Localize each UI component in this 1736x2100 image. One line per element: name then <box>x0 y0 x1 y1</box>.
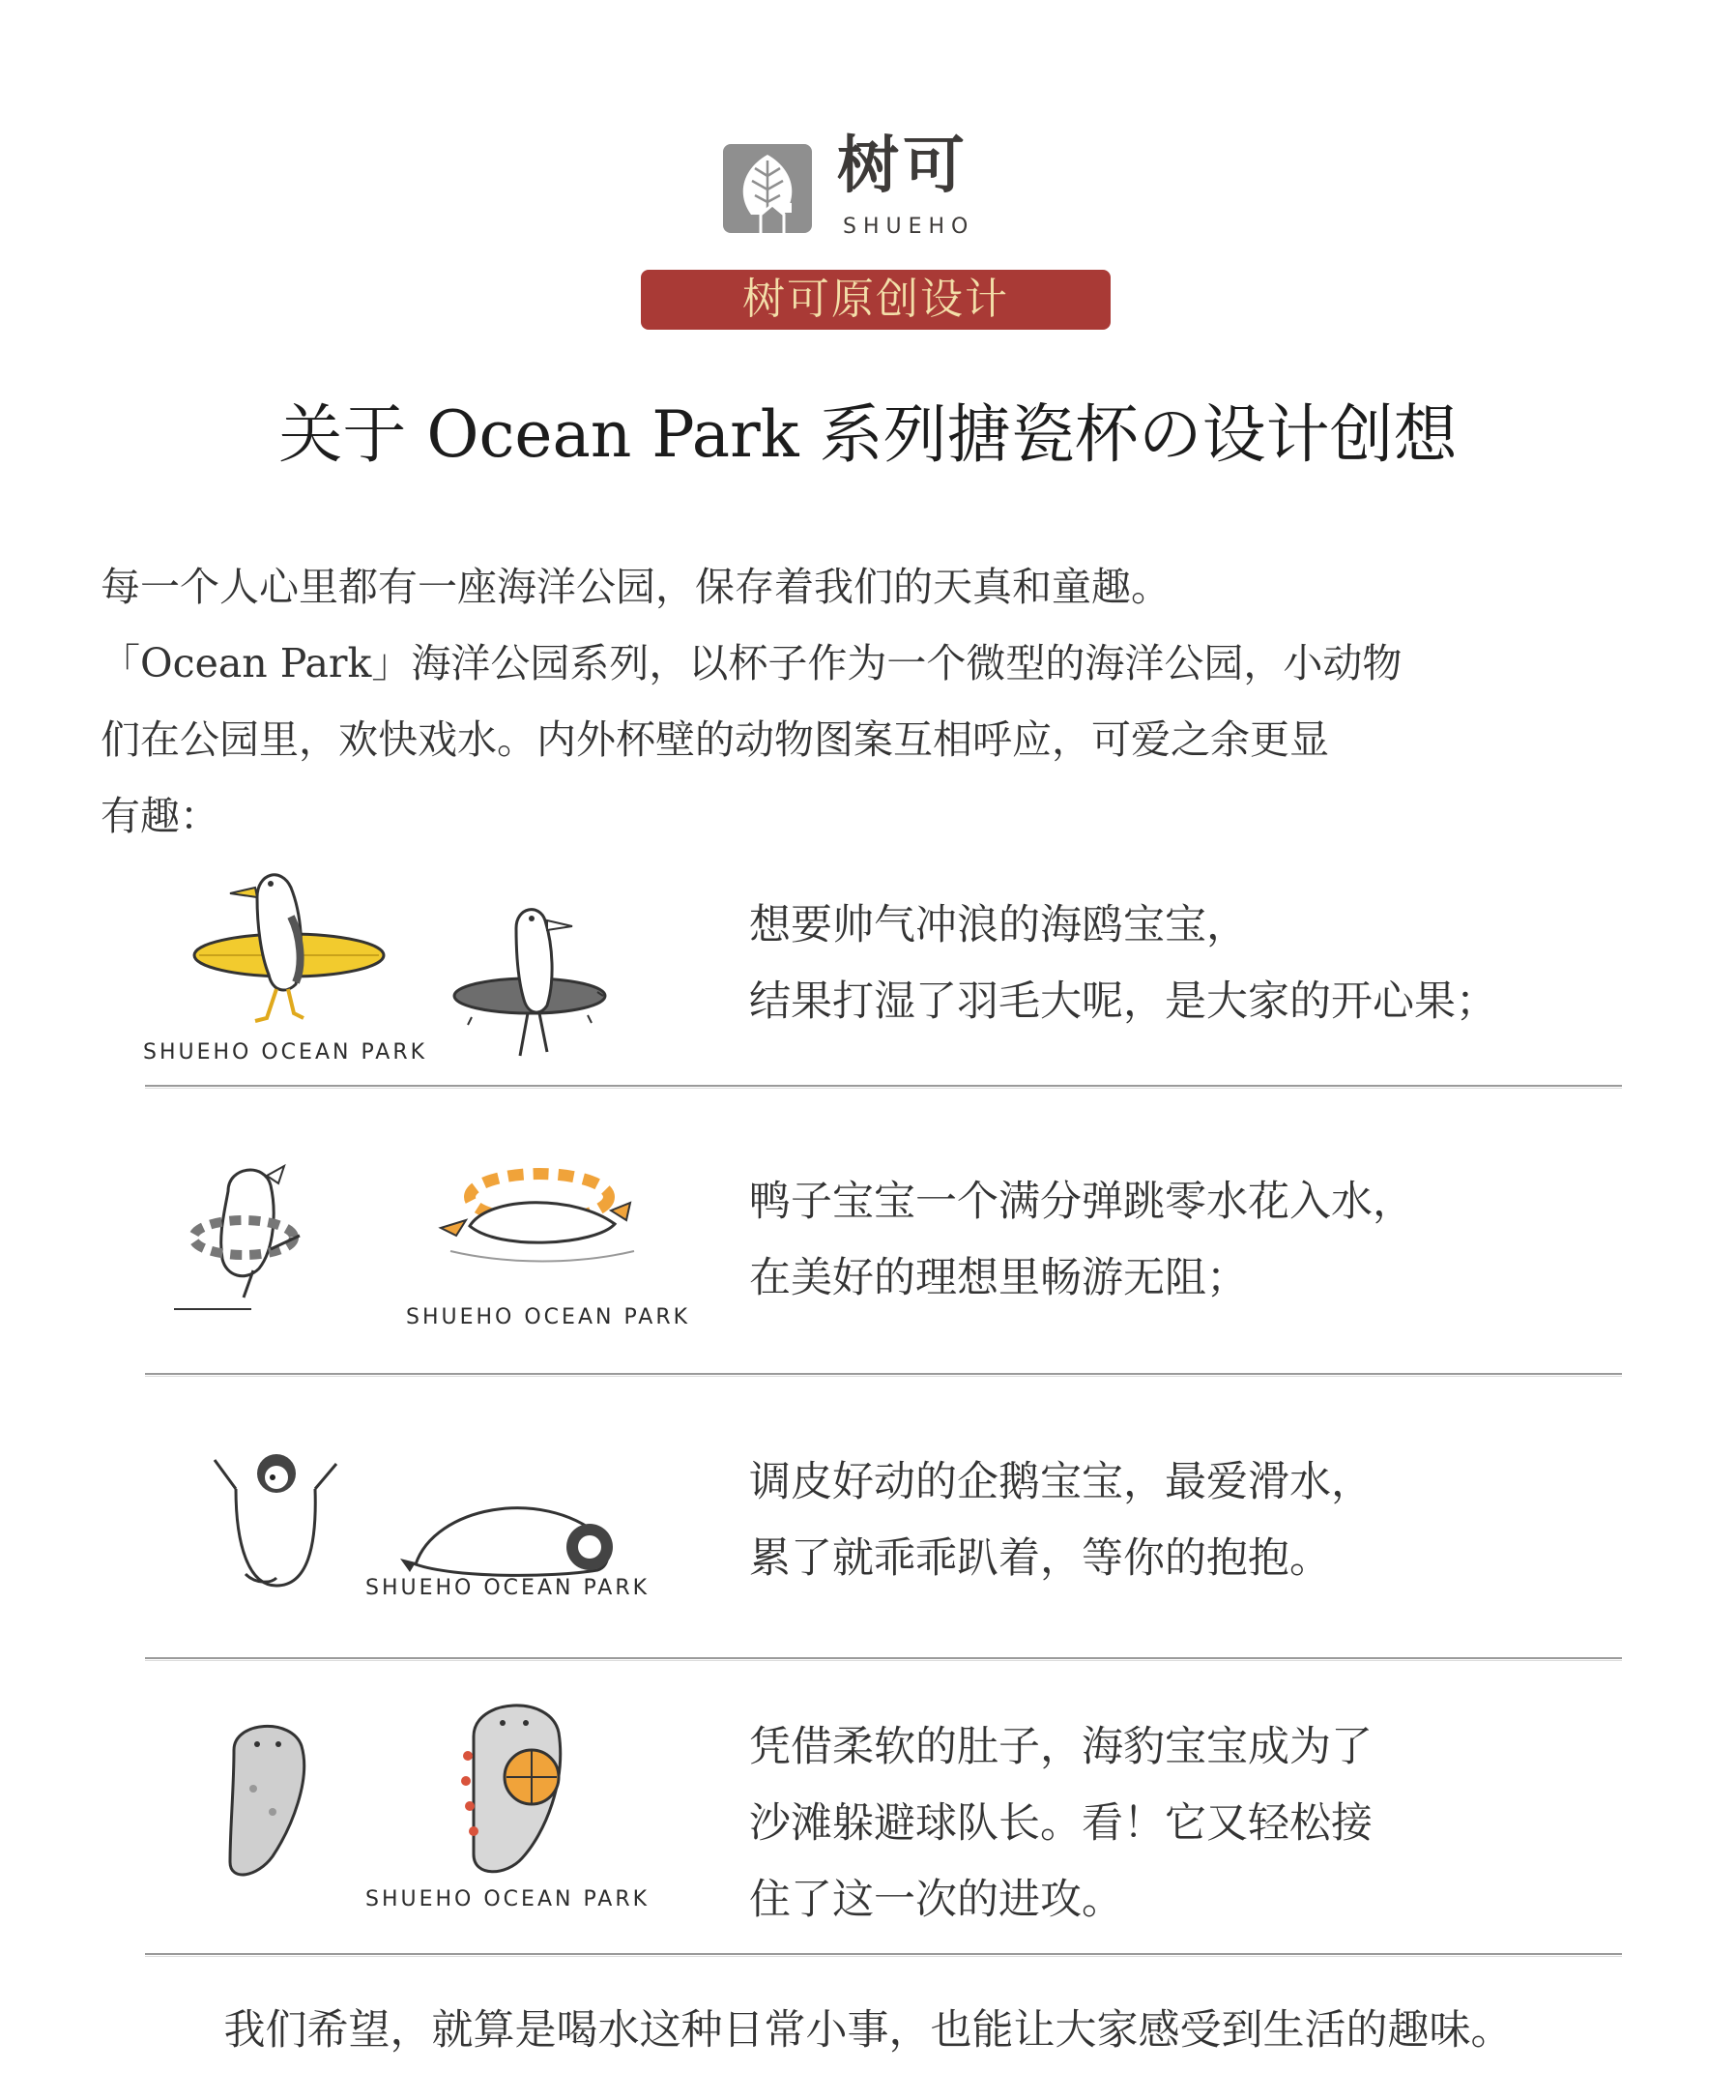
brand-label: SHUEHO OCEAN PARK <box>365 1887 651 1911</box>
caption-line: 鸭子宝宝一个满分弹跳零水花入水， <box>749 1178 1414 1226</box>
caption-line: 调皮好动的企鹅宝宝，最爱滑水， <box>749 1458 1373 1506</box>
seagull-surf-illustration <box>189 859 392 1036</box>
closing-sentence: 我们希望，就算是喝水这种日常小事，也能让大家感受到生活的趣味。 <box>223 2006 1513 2055</box>
brand-label: SHUEHO OCEAN PARK <box>365 1576 651 1600</box>
caption-line: 结果打湿了羽毛大呢，是大家的开心果； <box>749 977 1497 1026</box>
caption-line: 想要帅气冲浪的海鸥宝宝， <box>749 901 1248 949</box>
seal-ball-illustration <box>454 1688 580 1885</box>
page-title: 关于 Ocean Park 系列搪瓷杯の设计创想 <box>278 397 1458 472</box>
brand-name-cn: 树可 <box>837 130 969 202</box>
brand-logo <box>722 143 813 234</box>
caption-line: 累了就乖乖趴着，等你的抱抱。 <box>749 1534 1331 1583</box>
seagull-caption <box>749 888 1497 1040</box>
seal-caption <box>749 1709 1373 1939</box>
intro-line: 们在公园里，欢快戏水。内外杯壁的动物图案互相呼应，可爱之余更显 <box>101 716 1329 763</box>
leaf-house-icon <box>722 143 813 234</box>
penguin-arms-up-illustration <box>207 1450 342 1599</box>
section-divider <box>145 1085 1622 1087</box>
brand-label: SHUEHO OCEAN PARK <box>406 1305 691 1329</box>
intro-line: 有趣： <box>101 793 219 839</box>
section-divider <box>145 1373 1622 1375</box>
duck-jump-illustration <box>170 1152 334 1321</box>
brand-name-en: SHUEHO <box>843 215 975 239</box>
caption-line: 在美好的理想里畅游无阻； <box>749 1254 1248 1302</box>
penguin-lying-illustration <box>396 1477 628 1588</box>
section-divider <box>145 1657 1622 1659</box>
duck-float-illustration <box>431 1156 644 1276</box>
seagull-wet-illustration <box>452 899 617 1067</box>
penguin-caption <box>749 1444 1373 1597</box>
intro-line: 每一个人心里都有一座海洋公园，保存着我们的天真和童趣。 <box>101 564 1171 610</box>
brand-label: SHUEHO OCEAN PARK <box>143 1040 428 1065</box>
caption-line: 凭借柔软的肚子，海豹宝宝成为了 <box>749 1723 1373 1771</box>
intro-paragraph <box>101 549 1647 855</box>
section-divider <box>145 1953 1622 1955</box>
original-design-badge: 树可原创设计 <box>641 270 1111 330</box>
seal-gray-illustration <box>215 1711 321 1889</box>
caption-line: 沙滩躲避球队长。看！它又轻松接 <box>749 1799 1373 1848</box>
caption-line: 住了这一次的进攻。 <box>749 1876 1123 1924</box>
intro-line: 「Ocean Park」海洋公园系列，以杯子作为一个微型的海洋公园，小动物 <box>101 640 1403 686</box>
duck-caption <box>749 1164 1414 1317</box>
